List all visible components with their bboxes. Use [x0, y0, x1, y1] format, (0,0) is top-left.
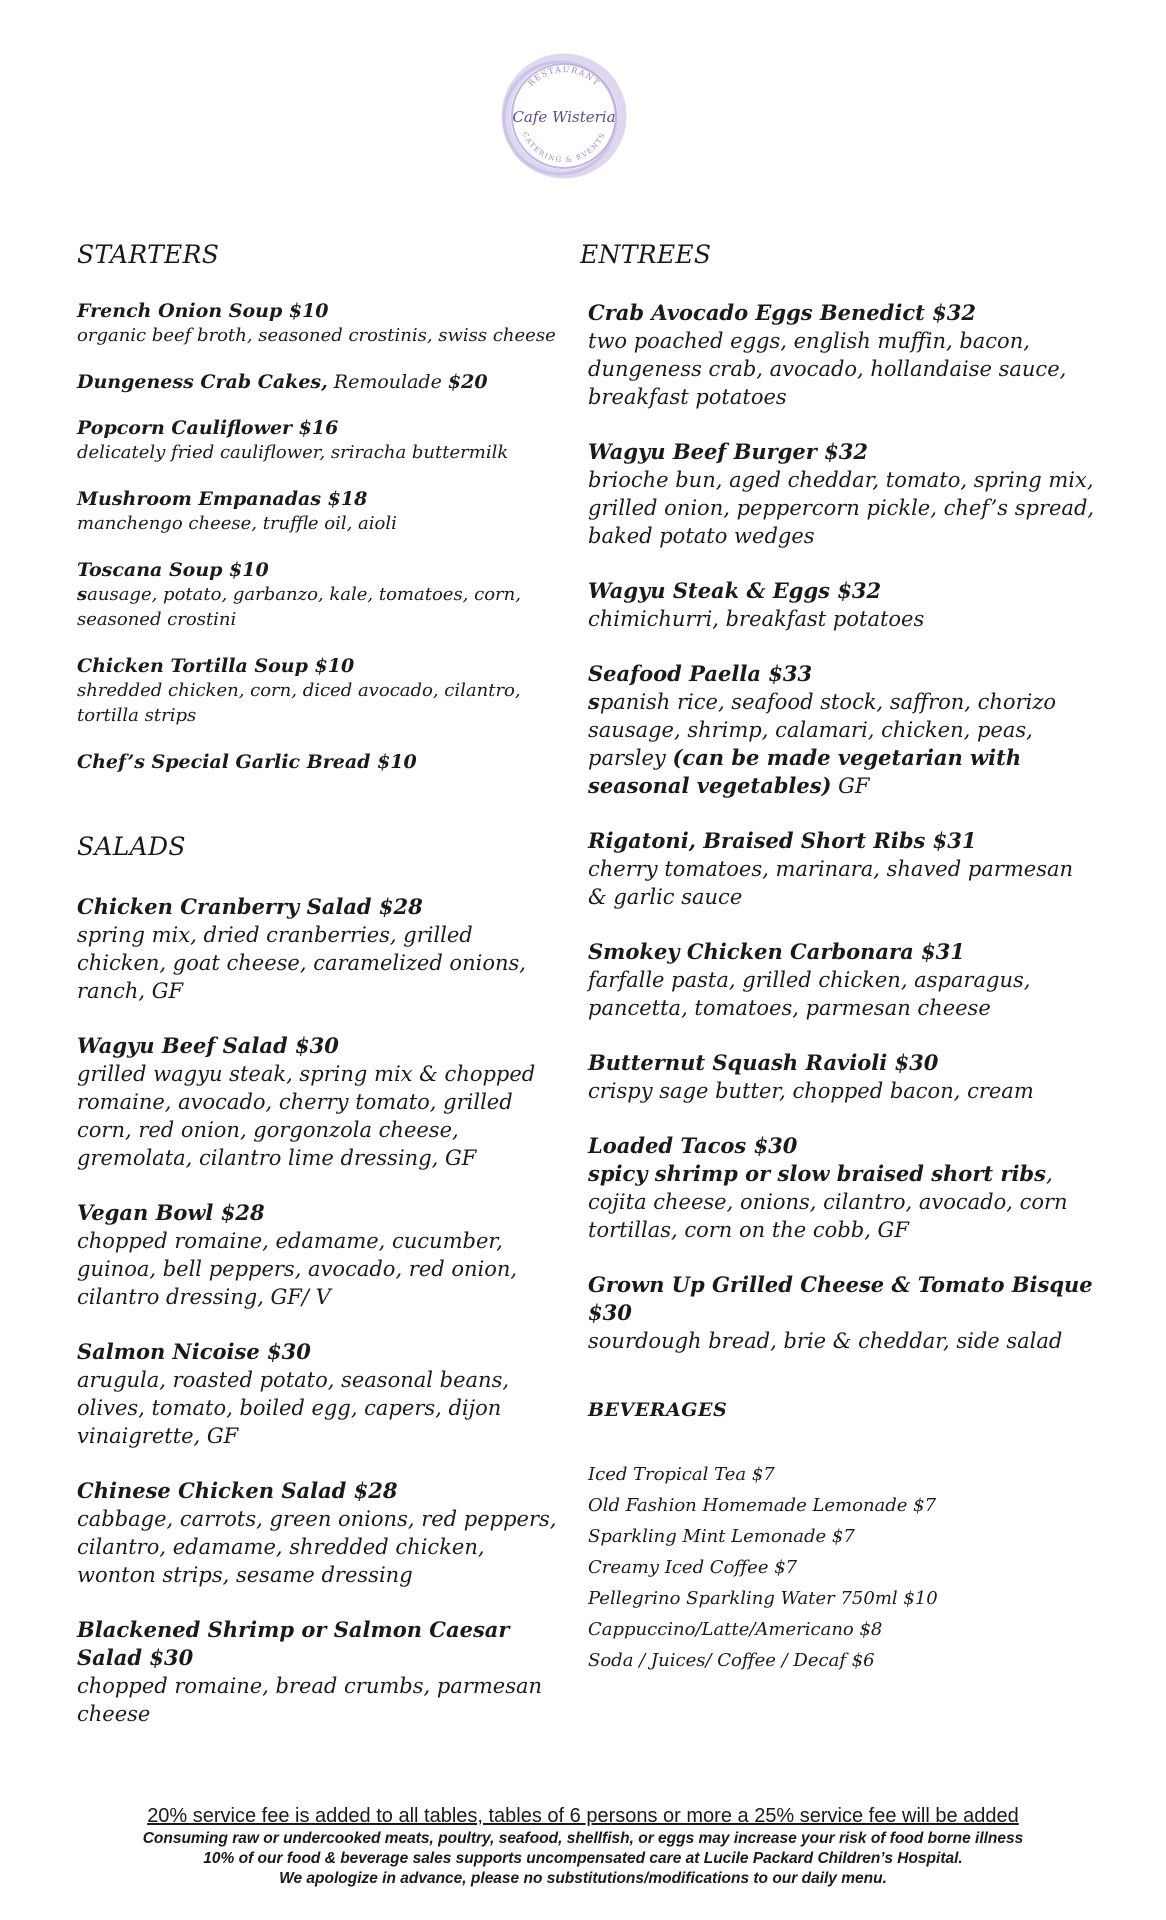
- beverage-item: Iced Tropical Tea $7: [588, 1464, 775, 1485]
- item-description: grilled wagyu steak, spring mix & chopped romaine, avocado, cherry tomato, grilled corn, red onion, gorgonzola cheese, gremolata, cilantro lime dressing, GF: [77, 1062, 536, 1170]
- item-description: cherry tomatoes, marinara, shaved parmesan & garlic sauce: [588, 857, 1074, 909]
- item-name: Popcorn Cauliflower $16: [77, 417, 339, 439]
- item-name: Rigatoni, Braised Short Ribs $31: [588, 828, 977, 853]
- logo-bottom-text: CATERING & EVENTS: [520, 130, 608, 165]
- item-description: chopped romaine, bread crumbs, parmesan cheese: [77, 1674, 543, 1726]
- item-description: panish rice, seafood stock, saffron, chorizo sausage, shrimp, calamari, chicken, peas, parsley: [588, 690, 1057, 770]
- beverage-item: Creamy Iced Coffee $7: [588, 1557, 798, 1578]
- item-description: farfalle pasta, grilled chicken, asparagus, pancetta, tomatoes, parmesan cheese: [588, 968, 1031, 1020]
- item-description: sourdough bread, brie & cheddar, side salad: [588, 1329, 1063, 1353]
- item-name: Crab Avocado Eggs Benedict $32: [588, 300, 976, 325]
- beverage-item: Cappuccino/Latte/Americano $8: [588, 1619, 883, 1640]
- item-description: Remoulade: [327, 371, 448, 393]
- item-description-tail: GF: [831, 774, 870, 798]
- item-description-initial: s: [77, 584, 88, 605]
- item-description-initial: s: [588, 689, 600, 714]
- item-name: Chef’s Special Garlic Bread $10: [77, 751, 417, 773]
- logo-name-text: Cafe Wisteria: [512, 108, 616, 126]
- item-name: Seafood Paella $33: [588, 661, 813, 686]
- menu-item: [77, 558, 557, 632]
- item-description: crispy sage butter, chopped bacon, cream: [588, 1079, 1034, 1103]
- menu-item: [588, 1271, 1098, 1355]
- item-name: Grown Up Grilled Cheese & Tomato Bisque $30: [588, 1272, 1093, 1325]
- menu-item: [77, 299, 557, 348]
- item-description: organic beef broth, seasoned crostinis, swiss cheese: [77, 325, 556, 346]
- item-description: , cojita cheese, onions, cilantro, avocado, corn tortillas, corn on the cobb, GF: [588, 1162, 1068, 1242]
- menu-item: [77, 1477, 557, 1589]
- left-column: [77, 240, 557, 1728]
- entrees-section: [580, 240, 1098, 1355]
- charity-notice: 10% of our food & beverage sales supports uncompensated care at Lucile Packard Children’s Hospital.: [203, 1850, 963, 1867]
- footer-notices: [0, 1803, 1166, 1889]
- item-name: Chicken Cranberry Salad $28: [77, 894, 423, 919]
- menu-item: [77, 1032, 557, 1172]
- menu-item: [77, 1338, 557, 1450]
- beverages-section: [588, 1399, 1098, 1676]
- beverages-heading: BEVERAGES: [588, 1399, 728, 1421]
- item-description: two poached eggs, english muffin, bacon, dungeness crab, avocado, hollandaise sauce, breakfast potatoes: [588, 329, 1067, 409]
- item-name: French Onion Soup $10: [77, 300, 329, 322]
- beverage-item: Soda / Juices/ Coffee / Decaf $6: [588, 1650, 875, 1671]
- salads-heading: SALADS: [77, 832, 186, 861]
- item-name: Vegan Bowl $28: [77, 1200, 265, 1225]
- right-column: [580, 240, 1098, 1676]
- item-name: Chicken Tortilla Soup $10: [77, 655, 355, 677]
- item-description-note: (can be made vegetarian with seasonal vegetables): [588, 745, 1022, 798]
- starters-heading: STARTERS: [77, 240, 220, 269]
- menu-item: [588, 577, 1098, 633]
- beverage-item: Old Fashion Homemade Lemonade $7: [588, 1495, 937, 1516]
- service-fee-notice: 20% service fee is added to all tables, tables of 6 persons or more a 25% service fee will be added: [147, 1805, 1019, 1827]
- menu-item: [588, 1132, 1098, 1244]
- menu-item: [77, 750, 557, 774]
- item-name: Smokey Chicken Carbonara $31: [588, 939, 965, 964]
- item-description: chopped romaine, edamame, cucumber, guinoa, bell peppers, avocado, red onion, cilantro dressing, GF/ V: [77, 1229, 518, 1309]
- menu-item: [588, 299, 1098, 411]
- menu-item: [77, 487, 557, 536]
- logo-top-text: RESTAURANT: [526, 64, 602, 89]
- item-name: Mushroom Empanadas $18: [77, 488, 368, 510]
- item-name: Dungeness Crab Cakes,: [77, 371, 328, 393]
- logo-emblem: [500, 52, 628, 180]
- menu-item: [77, 654, 557, 728]
- item-description: cabbage, carrots, green onions, red peppers, cilantro, edamame, shredded chicken, wonton strips, sesame dressing: [77, 1507, 557, 1587]
- item-name: Blackened Shrimp or Salmon Caesar Salad $30: [77, 1617, 510, 1670]
- beverage-item: Sparkling Mint Lemonade $7: [588, 1526, 855, 1547]
- substitution-notice: We apologize in advance, please no substitutions/modifications to our daily menu.: [279, 1870, 887, 1887]
- menu-item: [77, 370, 557, 394]
- item-description: arugula, roasted potato, seasonal beans, olives, tomato, boiled egg, capers, dijon vinaigrette, GF: [77, 1368, 510, 1448]
- item-name: Wagyu Steak & Eggs $32: [588, 578, 882, 603]
- item-price: $20: [447, 371, 488, 393]
- menu-item: [77, 1616, 557, 1728]
- salads-section: [77, 832, 557, 1728]
- item-description: delicately fried cauliflower, sriracha buttermilk: [77, 442, 509, 463]
- item-description: ausage, potato, garbanzo, kale, tomatoes, corn, seasoned crostini: [77, 584, 521, 630]
- item-name: Salmon Nicoise $30: [77, 1339, 311, 1364]
- item-description-bold: spicy shrimp or slow braised short ribs: [588, 1161, 1046, 1186]
- item-description: brioche bun, aged cheddar, tomato, spring mix, grilled onion, peppercorn pickle, chef’s spread, baked potato wedges: [588, 468, 1095, 548]
- menu-item: [588, 660, 1098, 800]
- item-name: Wagyu Beef Burger $32: [588, 439, 868, 464]
- menu-item: [588, 438, 1098, 550]
- restaurant-logo: [500, 52, 628, 180]
- item-name: Chinese Chicken Salad $28: [77, 1478, 398, 1503]
- item-name: Toscana Soup $10: [77, 559, 269, 581]
- item-name: Butternut Squash Ravioli $30: [588, 1050, 939, 1075]
- starters-section: [77, 240, 557, 774]
- beverage-item: Pellegrino Sparkling Water 750ml $10: [588, 1588, 938, 1609]
- item-name: Wagyu Beef Salad $30: [77, 1033, 339, 1058]
- menu-item: [588, 827, 1098, 911]
- menu-item: [588, 1049, 1098, 1105]
- menu-item: [77, 893, 557, 1005]
- item-name: Loaded Tacos $30: [588, 1133, 798, 1158]
- beverages-list: [588, 1459, 1098, 1676]
- menu-item: [77, 416, 557, 465]
- menu-item: [588, 938, 1098, 1022]
- item-description: chimichurri, breakfast potatoes: [588, 607, 925, 631]
- menu-item: [77, 1199, 557, 1311]
- item-description: manchengo cheese, truffle oil, aioli: [77, 513, 397, 534]
- food-safety-warning: Consuming raw or undercooked meats, poultry, seafood, shellfish, or eggs may increase your risk of food borne illness: [142, 1830, 1024, 1847]
- entrees-heading: ENTREES: [580, 240, 712, 269]
- item-description: spring mix, dried cranberries, grilled chicken, goat cheese, caramelized onions, ranch, GF: [77, 923, 526, 1003]
- item-description: shredded chicken, corn, diced avocado, cilantro, tortilla strips: [77, 680, 521, 726]
